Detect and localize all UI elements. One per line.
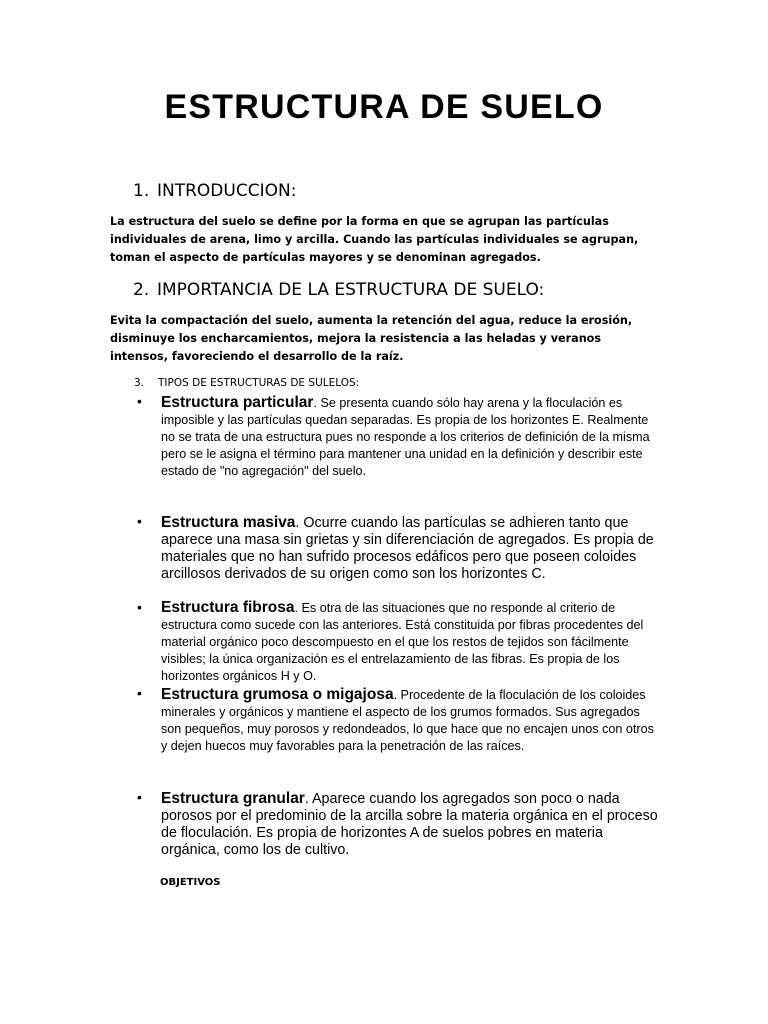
list-item-term: Estructura masiva <box>161 514 296 531</box>
section-heading-text: TIPOS DE ESTRUCTURAS DE SULELOS: <box>158 377 360 389</box>
list-item-term: Estructura fibrosa <box>161 599 295 616</box>
list-item-estructura-masiva <box>161 514 661 583</box>
section-heading-introduccion <box>133 181 296 201</box>
section-heading-text: INTRODUCCION: <box>157 181 297 201</box>
list-item-description: . Se presenta cuando sólo hay arena y la floculación es imposible y las partículas quedan separadas. Es propia de los horizontes E. Realmente no se trata de una estructura pues no responde a los criterios de definición de la misma pero se le asigna el término para mantener una unidad en la definición y describir este estado de "no agregación" del suelo. <box>161 396 650 478</box>
list-item-estructura-particular <box>161 394 661 480</box>
list-item-estructura-fibrosa <box>161 599 661 685</box>
list-item-estructura-granular <box>161 790 661 859</box>
list-item-term: Estructura grumosa o migajosa <box>161 686 394 703</box>
bullet-icon: • <box>137 599 142 615</box>
section-number: 3. <box>134 377 145 389</box>
objetivos-heading: OBJETIVOS <box>160 877 221 888</box>
list-item-description: . Ocurre cuando las partículas se adhieren tanto que aparece una masa sin grietas y sin diferenciación de agregados. Es propia de materiales que no han sufrido procesos edáficos pero que poseen coloides arcillosos derivados de su origen como son los horizontes C. <box>161 515 654 582</box>
document-title: ESTRUCTURA DE SUELO <box>164 88 604 126</box>
bullet-icon: • <box>137 513 142 529</box>
list-item-description: . Aparece cuando los agregados son poco o nada porosos por el predominio de la arcilla sobre la materia orgánica en el proceso de floculación. Es propia de horizontes A de suelos pobres en materia orgánica, como los de cultivo. <box>161 791 658 858</box>
list-item-estructura-grumosa <box>161 686 661 755</box>
section-number: 1. <box>133 181 150 201</box>
section-paragraph-importancia: Evita la compactación del suelo, aumenta la retención del agua, reduce la erosión, disminuye los encharcamientos, mejora la resistencia a las heladas y veranos intensos, favoreciendo el desarrollo de la raíz. <box>110 314 633 363</box>
section-heading-text: IMPORTANCIA DE LA ESTRUCTURA DE SUELO: <box>157 280 545 300</box>
bullet-icon: • <box>137 789 142 805</box>
section-heading-tipos <box>134 377 359 389</box>
list-item-description: . Es otra de las situaciones que no responde al criterio de estructura como sucede con las anteriores. Está constituida por fibras procedentes del material orgánico poco descompuesto en el que los restos de tejidos son fácilmente visibles; la única organización es el entrelazamiento de las fibras. Es propia de los horizontes orgánicos H y O. <box>161 601 644 683</box>
section-number: 2. <box>133 280 150 300</box>
bullet-icon: • <box>137 685 142 701</box>
section-heading-importancia <box>133 280 544 300</box>
bullet-icon: • <box>137 393 142 409</box>
list-item-description: . Procedente de la floculación de los coloides minerales y orgánicos y mantiene el aspecto de los grumos formados. Sus agregados son pequeños, muy porosos y redondeados, lo que hace que no encajen unos con otros y dejen huecos muy favorables para la penetración de las raíces. <box>161 688 654 753</box>
list-item-term: Estructura granular <box>161 790 305 807</box>
section-paragraph-introduccion: La estructura del suelo se define por la forma en que se agrupan las partículas individuales de arena, limo y arcilla. Cuando las partículas individuales se agrupan, toman el aspecto de partículas mayores y se denominan agregados. <box>110 215 639 264</box>
list-item-term: Estructura particular <box>161 394 314 411</box>
